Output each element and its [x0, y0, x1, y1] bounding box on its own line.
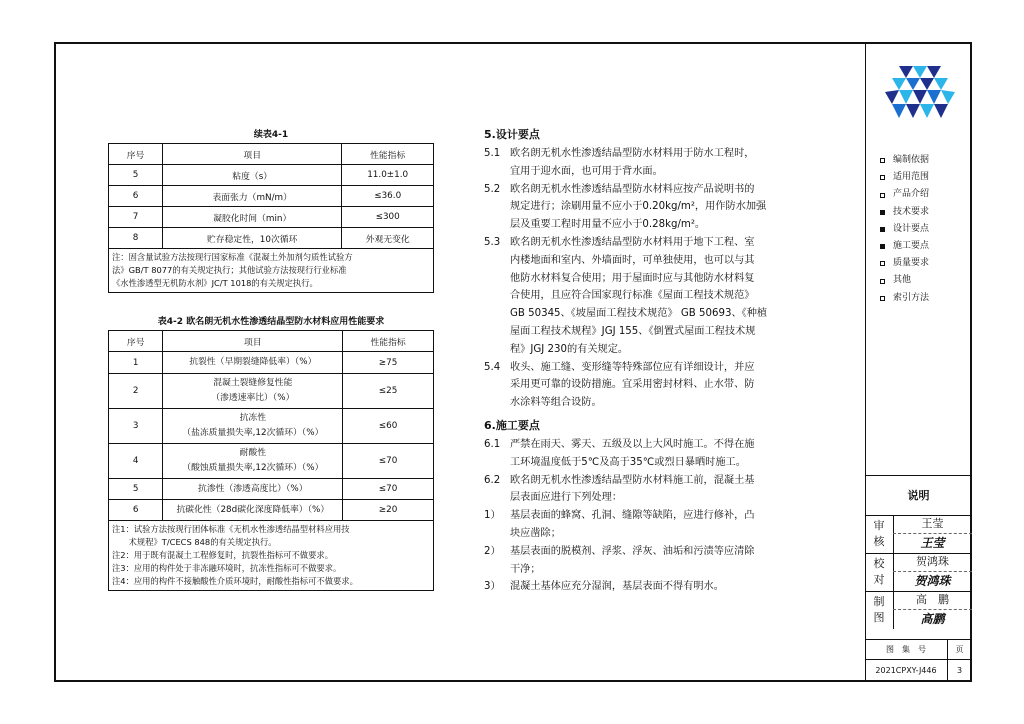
paragraph	[484, 181, 829, 234]
table-row	[109, 500, 434, 521]
text-line: 层及重要工程时用量不应小于0.28kg/m²。	[510, 219, 706, 231]
nav-item[interactable]	[880, 238, 970, 255]
table-notes	[109, 249, 434, 293]
text-line: 基层表面的蜂窝、孔洞、缝隙等缺陷，应进行修补，凸	[510, 510, 755, 522]
note-line: 注2：用于既有混凝土工程修复时，抗裂性指标可不做要求。	[112, 550, 333, 560]
row-value: ≥20	[343, 500, 434, 521]
row-item	[163, 352, 343, 374]
table-row	[109, 444, 434, 479]
row-value: ≤70	[343, 479, 434, 500]
nav-item[interactable]	[880, 255, 970, 272]
role-label: 审	[873, 519, 885, 532]
row-item: 表面张力（mN/m）	[163, 186, 342, 207]
text-line: 严禁在雨天、雾天、五级及以上大风时施工。不得在施	[510, 438, 755, 450]
footer-values	[865, 659, 972, 681]
nav-item-label: 产品介绍	[893, 189, 930, 200]
nav-item[interactable]	[880, 290, 970, 307]
row-value: 外观无变化	[342, 228, 434, 249]
row-item	[163, 444, 343, 479]
nav-item-label: 编制依据	[893, 155, 930, 165]
row-item	[163, 500, 343, 521]
table-row	[109, 409, 434, 444]
row-value: ≤70	[343, 444, 434, 479]
row-number: 3	[109, 409, 163, 444]
text-line: 收头、施工缝、变形缝等特殊部位应有详细设计，并应	[510, 361, 755, 373]
note-line: 术规程》T/CECS 848的有关规定执行。	[112, 537, 277, 547]
paragraph	[484, 359, 829, 412]
nav-item-label: 索引方法	[893, 292, 930, 303]
role-label: 图	[873, 611, 885, 624]
page-number: 3	[956, 665, 963, 675]
nav-item[interactable]	[880, 221, 970, 238]
atlas-label: 图 集 号	[865, 639, 948, 659]
column-header: 项目	[163, 331, 343, 352]
note-line: 注1：试验方法按现行团体标准《无机水性渗透结晶型材料应用技	[112, 524, 350, 534]
row-value: ≤300	[342, 207, 434, 228]
table2-caption: 表4-2 欧名朗无机水性渗透结晶型防水材料应用性能要求	[157, 317, 385, 327]
paragraph-number: 6.1	[484, 438, 501, 450]
paragraph	[484, 472, 829, 508]
row-number: 6	[109, 186, 163, 207]
row-item-line: 抗渗性（渗透高度比）（%）	[198, 483, 308, 494]
table2	[108, 330, 434, 591]
column-header: 序号	[109, 331, 163, 352]
paragraph-text	[510, 578, 829, 596]
text-line: 干净；	[510, 563, 541, 575]
text-line: 规定进行；涂刷用量不应小于0.20kg/m²，用作防水加强	[510, 201, 767, 213]
table-row	[109, 228, 434, 249]
row-item	[163, 374, 343, 409]
nav-item[interactable]	[880, 272, 970, 289]
paragraph-number: 1）	[484, 510, 501, 522]
paragraph-number: 5.3	[484, 236, 501, 248]
row-item-line: 抗冻性	[239, 413, 267, 423]
table1	[108, 143, 434, 293]
role-label: 校	[873, 557, 885, 570]
row-item-line: 混凝土裂缝修复性能	[213, 378, 293, 388]
table-notes	[109, 521, 434, 591]
nav-item-label: 设计要点	[893, 223, 930, 234]
table-row	[109, 207, 434, 228]
paragraph-number: 3）	[484, 581, 501, 593]
table-row	[109, 165, 434, 186]
paragraph-number: 5.1	[484, 148, 501, 159]
table-row	[109, 479, 434, 500]
paragraph-number: 5.2	[484, 183, 501, 195]
section-title: 6.施工要点	[484, 418, 540, 432]
nav-item-label: 质量要求	[893, 258, 930, 269]
row-value: ≤25	[343, 374, 434, 409]
row-number: 5	[109, 165, 163, 186]
row-item: 粘度（s）	[163, 165, 342, 186]
paragraph-text	[510, 543, 829, 579]
text-line: 欧名朗无机水性渗透结晶型防水材料施工前，混凝土基	[510, 474, 755, 486]
row-value: 11.0±1.0	[342, 165, 434, 186]
row-value: ≤60	[343, 409, 434, 444]
unchecked-box-icon	[880, 193, 885, 198]
row-number: 8	[109, 228, 163, 249]
note-line: 注3：应用的构件处于非冻融环境时，抗冻性指标可不做要求。	[112, 563, 342, 573]
paragraph	[484, 578, 829, 596]
row-value: ≤36.0	[342, 186, 434, 207]
row-item	[163, 479, 343, 500]
table-header-row	[109, 144, 434, 165]
row-number: 4	[109, 444, 163, 479]
paragraph	[484, 436, 829, 472]
atlas-number: 2021CPXY-J446	[865, 659, 948, 681]
row-number: 7	[109, 207, 163, 228]
note-line: 法》GB/T 8077的有关规定执行；其他试验方法按现行行业标准	[112, 265, 347, 275]
nav-item-label: 其他	[893, 275, 912, 286]
row-value: ≥75	[343, 352, 434, 374]
drafter-signature: 高鹏	[920, 612, 945, 626]
unchecked-box-icon	[880, 296, 885, 301]
paragraph-text	[510, 436, 829, 472]
nav-item-label: 施工要点	[893, 241, 930, 252]
checked-box-icon	[880, 244, 885, 249]
row-item: 凝胶化时间（min）	[163, 207, 342, 228]
text-line: 内楼地面和室内、外墙面时，可单独使用，也可以与其	[510, 254, 755, 266]
paragraph-text	[510, 145, 829, 181]
section-nav	[880, 152, 970, 307]
paragraph-text	[510, 472, 829, 508]
table-row	[109, 186, 434, 207]
role-label: 对	[873, 573, 885, 586]
company-logo-icon	[885, 62, 955, 124]
role-label: 制	[873, 595, 885, 608]
role-label: 核	[873, 535, 885, 548]
text-line: 程》JGJ 230的有关规定。	[510, 343, 629, 355]
checker-signature: 贺鸿珠	[914, 574, 951, 588]
paragraph	[484, 543, 829, 579]
sidebar-title: 说明	[907, 489, 930, 502]
row-item-line: （酸蚀质量损失率,12次循环）（%）	[182, 463, 324, 473]
reviewer-name: 王莹	[893, 515, 972, 534]
paragraph-text	[510, 507, 829, 543]
nav-item[interactable]	[880, 169, 970, 186]
text-line: 块应凿除；	[510, 527, 561, 539]
footer-labels	[865, 639, 972, 659]
row-item-line: 抗裂性（早期裂缝降低率）（%）	[189, 357, 317, 367]
paragraph-text	[510, 359, 829, 412]
section-title: 5.设计要点	[484, 128, 540, 141]
unchecked-box-icon	[880, 261, 885, 266]
column-header: 性能指标	[343, 331, 434, 352]
paragraph-text	[510, 181, 829, 234]
column-header: 项目	[163, 144, 342, 165]
table1-caption: 续表4-1	[253, 130, 289, 140]
text-line: 欧名朗无机水性渗透结晶型防水材料用于防水工程时，	[510, 148, 755, 159]
paragraph	[484, 234, 829, 359]
paragraph-number: 5.4	[484, 361, 501, 373]
text-line: 采用更可靠的设防措施。宜采用密封材料、止水带、防	[510, 379, 755, 391]
paragraph	[484, 507, 829, 543]
unchecked-box-icon	[880, 158, 885, 163]
text-line: 混凝土基体应充分湿润，基层表面不得有明水。	[510, 581, 724, 593]
row-item-line: （渗透速率比）（%）	[211, 393, 295, 403]
column-header: 性能指标	[342, 144, 434, 165]
text-line: 宜用于迎水面，也可用于背水面。	[510, 165, 663, 177]
row-item-line: （盐冻质量损失率,12次循环）（%）	[182, 428, 324, 438]
unchecked-box-icon	[880, 175, 885, 180]
note-line: 注：固含量试验方法按现行国家标准《混凝土外加剂匀质性试验方	[112, 252, 353, 262]
body-text	[484, 125, 829, 596]
reviewer-signature: 王莹	[920, 536, 945, 550]
text-line: GB 50345、《坡屋面工程技术规范》 GB 50693、《种植	[510, 308, 768, 320]
nav-item[interactable]	[880, 204, 970, 221]
checked-box-icon	[880, 227, 885, 232]
text-line: 层表面应进行下列处理：	[510, 492, 623, 504]
table-notes-row	[109, 521, 434, 591]
row-item	[163, 409, 343, 444]
table-notes-row	[109, 249, 434, 293]
column-header: 序号	[109, 144, 163, 165]
text-line: 工环境温度低于5℃及高于35℃或烈日暴晒时施工。	[510, 456, 746, 468]
signature-row-check	[865, 553, 972, 591]
paragraph-number: 2）	[484, 545, 501, 557]
note-line: 注4：应用的构件不接触酸性介质环境时，耐酸性指标可不做要求。	[112, 576, 358, 586]
signature-row-draw	[865, 591, 972, 629]
table-header-row	[109, 331, 434, 352]
row-item-line: 耐酸性	[239, 448, 267, 458]
paragraph	[484, 145, 829, 181]
text-line: 欧名朗无机水性渗透结晶型防水材料用于地下工程、室	[510, 236, 755, 248]
nav-item-label: 适用范围	[893, 172, 930, 183]
row-number: 5	[109, 479, 163, 500]
table-row	[109, 374, 434, 409]
checker-name: 贺鸿珠	[893, 553, 972, 572]
page-label: 页	[955, 644, 964, 654]
unchecked-box-icon	[880, 279, 885, 284]
text-line: 合使用，且应符合国家现行标准《屋面工程技术规范》	[510, 290, 755, 302]
nav-item[interactable]	[880, 186, 970, 203]
signature-row-review	[865, 515, 972, 553]
text-line: 欧名朗无机水性渗透结晶型防水材料应按产品说明书的	[510, 183, 755, 195]
nav-item[interactable]	[880, 152, 970, 169]
row-number: 1	[109, 352, 163, 374]
text-line: 水涂料等组合设防。	[510, 397, 602, 409]
nav-item-label: 技术要求	[893, 206, 930, 217]
row-item-line: 抗碳化性（28d碳化深度降低率）（%）	[176, 504, 330, 515]
text-line: 他防水材料复合使用；用于屋面时应与其他防水材料复	[510, 272, 755, 284]
table-row	[109, 352, 434, 374]
checked-box-icon	[880, 210, 885, 215]
paragraph-number: 6.2	[484, 474, 501, 486]
paragraph-text	[510, 234, 829, 359]
note-line: 《水性渗透型无机防水剂》JC/T 1018的有关规定执行。	[112, 278, 318, 288]
row-number: 2	[109, 374, 163, 409]
text-line: 基层表面的脱模剂、浮浆、浮灰、油垢和污渍等应清除	[510, 545, 755, 557]
row-item: 贮存稳定性，10次循环	[163, 228, 342, 249]
row-number: 6	[109, 500, 163, 521]
drafter-name: 高 鹏	[893, 591, 972, 610]
text-line: 屋面工程技术规程》JGJ 155、《倒置式屋面工程技术规	[510, 325, 756, 337]
